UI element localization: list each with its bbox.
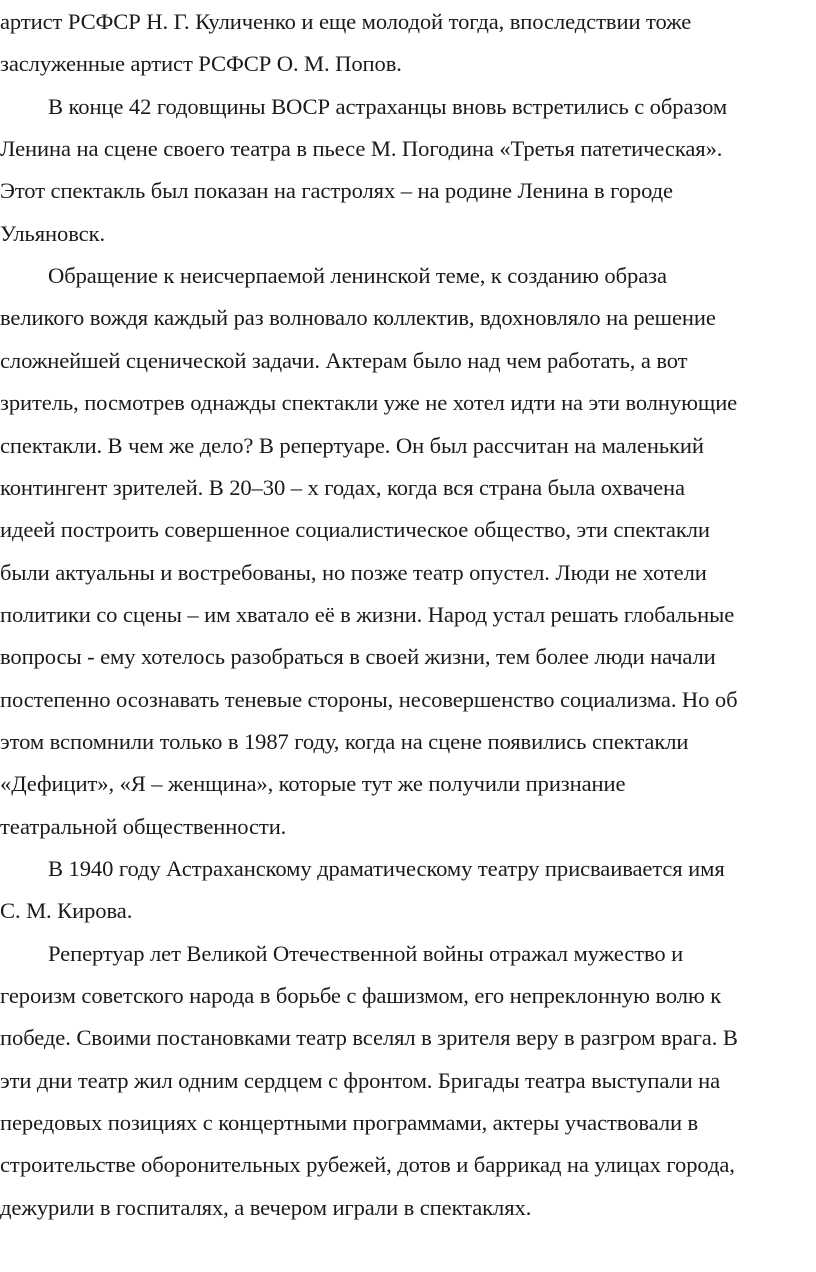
paragraph-line: сложнейшей сценической задачи. Актерам было над чем работать, а вот	[0, 347, 688, 373]
paragraph-line: великого вождя каждый раз волновало коллектив, вдохновляло на решение	[0, 305, 716, 331]
paragraph-line: этом вспомнили только в 1987 году, когда на сцене появились спектакли	[0, 728, 689, 754]
paragraph-line: политики со сцены – им хватало её в жизни. Народ устал решать глобальные	[0, 601, 735, 627]
paragraph-line: дежурили в госпиталях, а вечером играли в спектаклях.	[0, 1194, 532, 1220]
paragraph-first-line: В 1940 году Астраханскому драматическому театру присваивается имя	[48, 856, 725, 881]
paragraph-line: Ульяновск.	[0, 220, 105, 246]
paragraph-line: С. М. Кирова.	[0, 898, 133, 924]
paragraph-first-line: Репертуар лет Великой Отечественной войны отражал мужество и	[48, 940, 684, 966]
paragraph-line: зритель, посмотрев однажды спектакли уже не хотел идти на эти волнующие	[0, 390, 738, 416]
paragraph-line: «Дефицит», «Я – женщина», которые тут же получили признание	[0, 771, 626, 797]
paragraph-line: строительстве оборонительных рубежей, дотов и баррикад на улицах города,	[0, 1152, 735, 1178]
paragraph-first-line: Обращение к неисчерпаемой ленинской теме, к созданию образа	[48, 263, 667, 289]
paragraph-line: Ленина на сцене своего театра в пьесе М. Погодина «Третья патетическая».	[0, 136, 723, 162]
paragraph-line: идеей построить совершенное социалистическое общество, эти спектакли	[0, 517, 710, 543]
paragraph-line: заслуженные артист РСФСР О. М. Попов.	[0, 51, 402, 77]
paragraph-line: героизм советского народа в борьбе с фашизмом, его непреклонную волю к	[0, 983, 722, 1009]
paragraph-line: эти дни театр жил одним сердцем с фронтом. Бригады театра выступали на	[0, 1067, 721, 1093]
paragraph-line: театральной общественности.	[0, 813, 287, 839]
paragraph-line: передовых позициях с концертными программами, актеры участвовали в	[0, 1110, 699, 1136]
paragraph-line: артист РСФСР Н. Г. Куличенко и еще молодой тогда, впоследствии тоже	[0, 9, 692, 34]
paragraph-line: Этот спектакль был показан на гастролях – на родине Ленина в городе	[0, 178, 673, 204]
paragraph-line: победе. Своими постановками театр вселял в зрителя веру в разгром врага. В	[0, 1025, 738, 1051]
paragraph-line: контингент зрителей. В 20–30 – х годах, когда вся страна была охвачена	[0, 474, 685, 500]
paragraph-line: были актуальны и востребованы, но позже театр опустел. Люди не хотели	[0, 559, 707, 585]
paragraph-line: спектакли. В чем же дело? В репертуаре. Он был рассчитан на маленький	[0, 432, 704, 458]
paragraph-first-line: В конце 42 годовщины ВОСР астраханцы вновь встретились с образом	[48, 93, 728, 119]
paragraph-line: постепенно осознавать теневые стороны, несовершенство социализма. Но об	[0, 686, 738, 712]
paragraph-line: вопросы - ему хотелось разобраться в своей жизни, тем более люди начали	[0, 644, 716, 670]
